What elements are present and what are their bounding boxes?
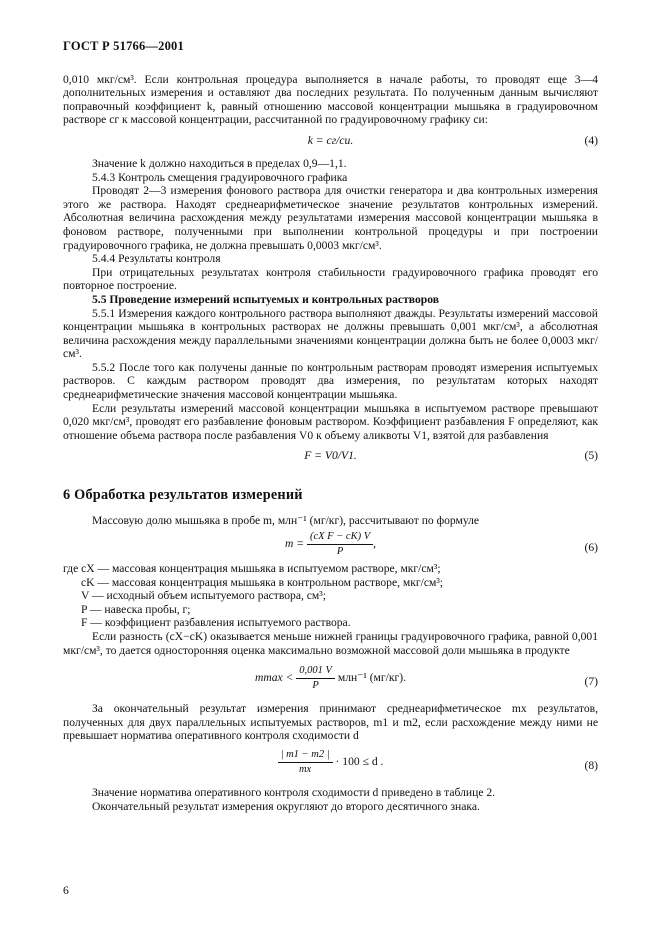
- denominator: P: [336, 546, 344, 558]
- equation-lhs: mmax <: [254, 671, 294, 685]
- denominator: P: [312, 680, 319, 692]
- document-header: ГОСТ Р 51766—2001: [63, 39, 184, 53]
- numerator: 0,001 V: [296, 665, 335, 679]
- equation-tail: · 100 ≤ d .: [335, 755, 384, 769]
- equation-4: [63, 132, 598, 152]
- equation-6: [63, 531, 598, 558]
- paragraph: Если разность (cX−cK) оказывается меньше нижней границы градуировочного графика, равной 0,001 мкг/см³, то дается односторонняя оценка максимально возможной массовой доли мышьяка в продукте: [63, 630, 598, 657]
- subsection-heading: 5.4.4 Результаты контроля: [92, 252, 221, 266]
- paragraph: 0,010 мкг/см³. Если контрольная процедура выполняется в начале работы, то проводят еще 3—4 дополнительных измерения и оставляют два последних результата. По полученным данным вычисляют поправочный коэффициент k, равный отношению массовой концентрации мышьяка в градуировочном растворе cг к массовой концентрации, рассчитанной по градуировочному графику cи:: [63, 72, 598, 127]
- numerator: (cX F − cK) V: [307, 531, 373, 545]
- paragraph: 5.5.2 После того как получены данные по контрольным растворам проводят измерения испытуемых растворов. С каждым раствором проводят два измерения, по результатам которых находят среднеарифметические значения массовой концентрации мышьяка.: [63, 360, 598, 402]
- equation-lhs: m =: [284, 537, 305, 551]
- paragraph: Значение норматива оперативного контроля сходимости d приведено в таблице 2.: [92, 785, 496, 799]
- subsection-heading: 5.4.3 Контроль смещения градуировочного графика: [92, 170, 348, 184]
- equation-number: (4): [584, 133, 598, 147]
- equation-number: (7): [584, 675, 598, 689]
- paragraph: Значение k должно находиться в пределах 0,9—1,1.: [92, 156, 347, 170]
- chapter-heading: 6 Обработка результатов измерений: [63, 487, 303, 504]
- equation-body: F = V0/V1.: [304, 449, 357, 463]
- definition-item: где cX — массовая концентрация мышьяка в испытуемом растворе, мкг/см³;: [63, 562, 441, 576]
- denominator: mx: [298, 763, 312, 775]
- numerator: | m1 − m2 |: [278, 749, 333, 763]
- document-page: [63, 40, 598, 813]
- equation-7: [63, 665, 598, 692]
- paragraph: При отрицательных результатах контроля стабильности градуировочного графика проводят его повторное построение.: [63, 265, 598, 293]
- equation-body: k = cг/cи.: [307, 133, 354, 147]
- paragraph: 5.5.1 Измерения каждого контрольного раствора выполняют дважды. Результаты измерений массовой концентрации мышьяка в контрольных растворах не должны превышать 0,001 мкг/см³, а абсолютная величина расхождения между параллельными значениями концентрации должна быть не более 0,0003 мкг/см³.: [63, 306, 598, 361]
- definition-item: cK — массовая концентрация мышьяка в контрольном растворе, мкг/см³;: [81, 575, 444, 589]
- equation-number: (5): [584, 449, 598, 463]
- paragraph: За окончательный результат измерения принимают среднеарифметическое mx результатов, полученных для двух параллельных испытуемых растворов, m1 и m2, если расхождение между ними не превышает норматива оперативного контроля сходимости d: [63, 702, 598, 743]
- paragraph: Массовую долю мышьяка в пробе m, млн⁻¹ (мг/кг), рассчитывают по формуле: [92, 514, 480, 528]
- equation-8: [63, 749, 598, 776]
- equation-number: (6): [584, 541, 598, 555]
- variable-definitions: [63, 562, 598, 630]
- equation-5: [63, 447, 598, 467]
- fraction: [307, 531, 373, 558]
- equation-tail: ,: [373, 537, 377, 551]
- section-heading: 5.5 Проведение измерений испытуемых и контрольных растворов: [92, 292, 439, 306]
- paragraph: Если результаты измерений массовой концентрации мышьяка в испытуемом растворе превышают 0,020 мкг/см³, проводят его разбавление фоновым раствором. Коэффициент разбавления F определяют, как отношение объема раствора после разбавления V0 к объему аликвоты V1, взятой для разбавления: [63, 401, 598, 442]
- definition-item: V — исходный объем испытуемого раствора, см³;: [81, 589, 326, 603]
- definition-item: P — навеска пробы, г;: [81, 602, 191, 616]
- page-number: 6: [63, 884, 69, 897]
- equation-number: (8): [584, 758, 598, 772]
- definition-item: F — коэффициент разбавления испытуемого раствора.: [81, 616, 351, 630]
- fraction: [278, 749, 333, 776]
- paragraph: Проводят 2—3 измерения фонового раствора для очистки генератора и два контрольных измерения этого же раствора. Находят среднеарифметическое значение результатов контрольных измерений. Абсолютная величина расхождения между результатами измерения массовой концентрации мышьяка в фоновом растворе, полученными при выполнении контрольной процедуры и при построении градуировочного графика, не должна превышать 0,0003 мкг/см³.: [63, 184, 598, 252]
- paragraph: Окончательный результат измерения округляют до второго десятичного знака.: [92, 799, 480, 813]
- fraction: [296, 665, 335, 692]
- equation-tail: млн⁻¹ (мг/кг).: [337, 671, 407, 685]
